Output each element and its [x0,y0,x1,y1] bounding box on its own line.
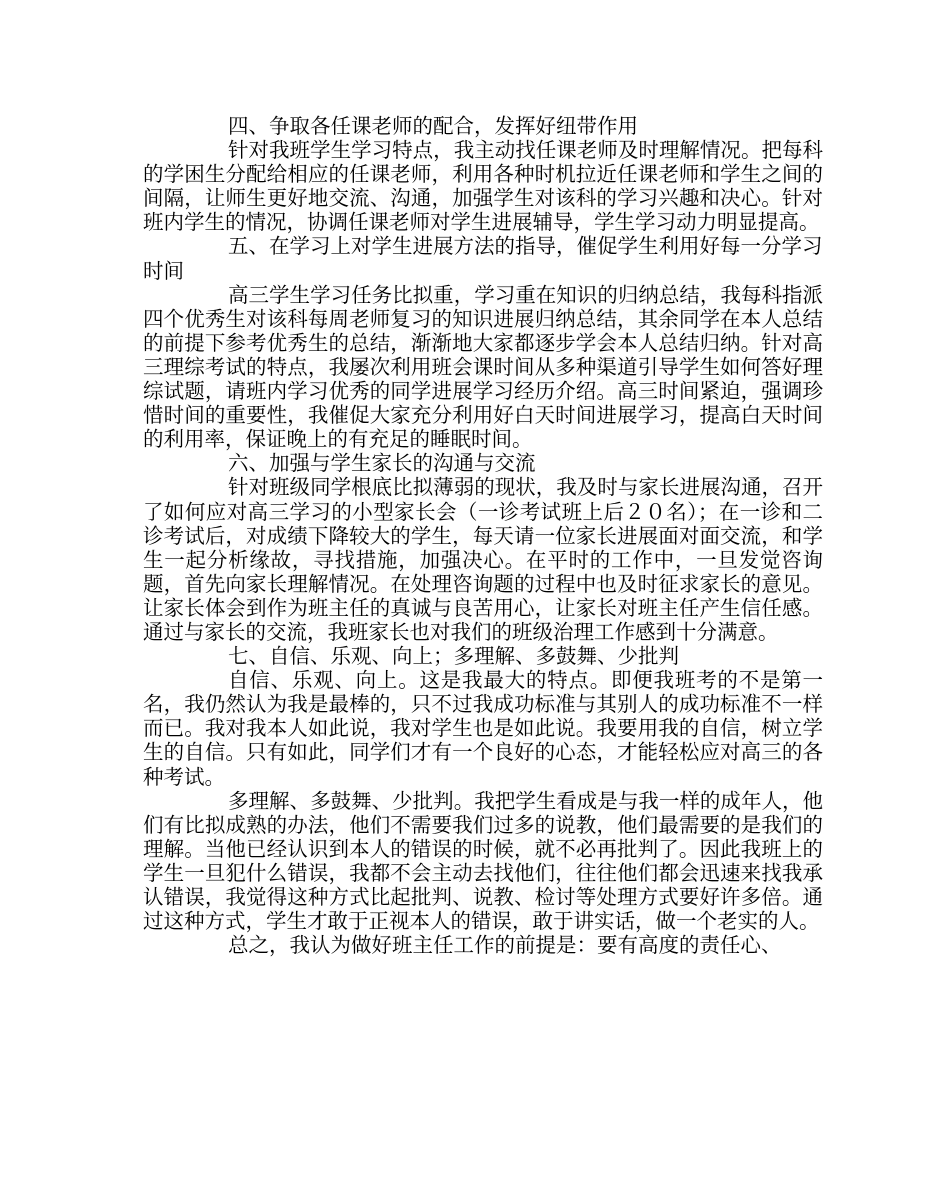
body-paragraph: 自信、乐观、向上。这是我最大的特点。即便我班考的不是第一名，我仍然认为我是最棒的，只不过我成功标准与其别人的成功标准不一样而已。我对我本人如此说，我对学生也是如此说。我要用我的自信，树立学生的自信。只有如此，同学们才有一个良好的心态，才能轻松应对高三的各种考试。 [143,668,823,789]
body-paragraph: 高三学生学习任务比拟重，学习重在知识的归纳总结，我每科指派四个优秀生对该科每周老师复习的知识进展归纳总结，其余同学在本人总结的前提下参考优秀生的总结，渐渐地大家都逐步学会本人总结归纳。针对高三理综考试的特点，我屡次利用班会课时间从多种渠道引导学生如何答好理综试题，请班内学习优秀的同学进展学习经历介绍。高三时间紧迫，强调珍惜时间的重要性，我催促大家充分利用好白天时间进展学习，提高白天时间的利用率，保证晚上的有充足的睡眠时间。 [143,282,823,452]
section-heading-6: 六、加强与学生家长的沟通与交流 [228,451,536,476]
body-paragraph: 针对我班学生学习特点，我主动找任课老师及时理解情况。把每科的学困生分配给相应的任课老师，利用各种时机拉近任课老师和学生之间的间隔，让师生更好地交流、沟通，加强学生对该科的学习兴趣和决心。针对班内学生的情况，协调任课老师对学生进展辅导，学生学习动力明显提高。 [143,138,823,235]
section-heading-4: 四、争取各任课老师的配合，发挥好纽带作用 [228,114,638,138]
body-paragraph: 针对班级同学根底比拟薄弱的现状，我及时与家长进展沟通，召开了如何应对高三学习的小型家长会（一诊考试班上后２０名）；在一诊和二诊考试后，对成绩下降较大的学生，每天请一位家长进展面对面交流，和学生一起分析缘故，寻找措施，加强决心。在平时的工作中，一旦发觉咨询题，首先向家长理解情况。在处理咨询题的过程中也及时征求家长的意见。让家长体会到作为班主任的真诚与良苦用心，让家长对班主任产生信任感。通过与家长的交流，我班家长也对我们的班级治理工作感到十分满意。 [143,475,823,644]
body-paragraph: 总之，我认为做好班主任工作的前提是：要有高度的责任心、 [228,933,782,958]
section-heading-7: 七、自信、乐观、向上；多理解、多鼓舞、少批判 [228,644,679,669]
body-paragraph: 多理解、多鼓舞、少批判。我把学生看成是与我一样的成年人，他们有比拟成熟的办法，他们不需要我们过多的说教，他们最需要的是我们的理解。当他已经认识到本人的错误的时候，就不必再批判了。因此我班上的学生一旦犯什么错误，我都不会主动去找他们，往往他们都会迅速来找我承认错误，我觉得这种方式比起批判、说教、检讨等处理方式要好许多倍。通过这种方式，学生才敢于正视本人的错误，敢于讲实话，做一个老实的人。 [143,788,823,934]
section-heading-5: 五、在学习上对学生进展方法的指导，催促学生利用好每一分学习时间 [143,234,823,283]
document-page [143,114,823,957]
